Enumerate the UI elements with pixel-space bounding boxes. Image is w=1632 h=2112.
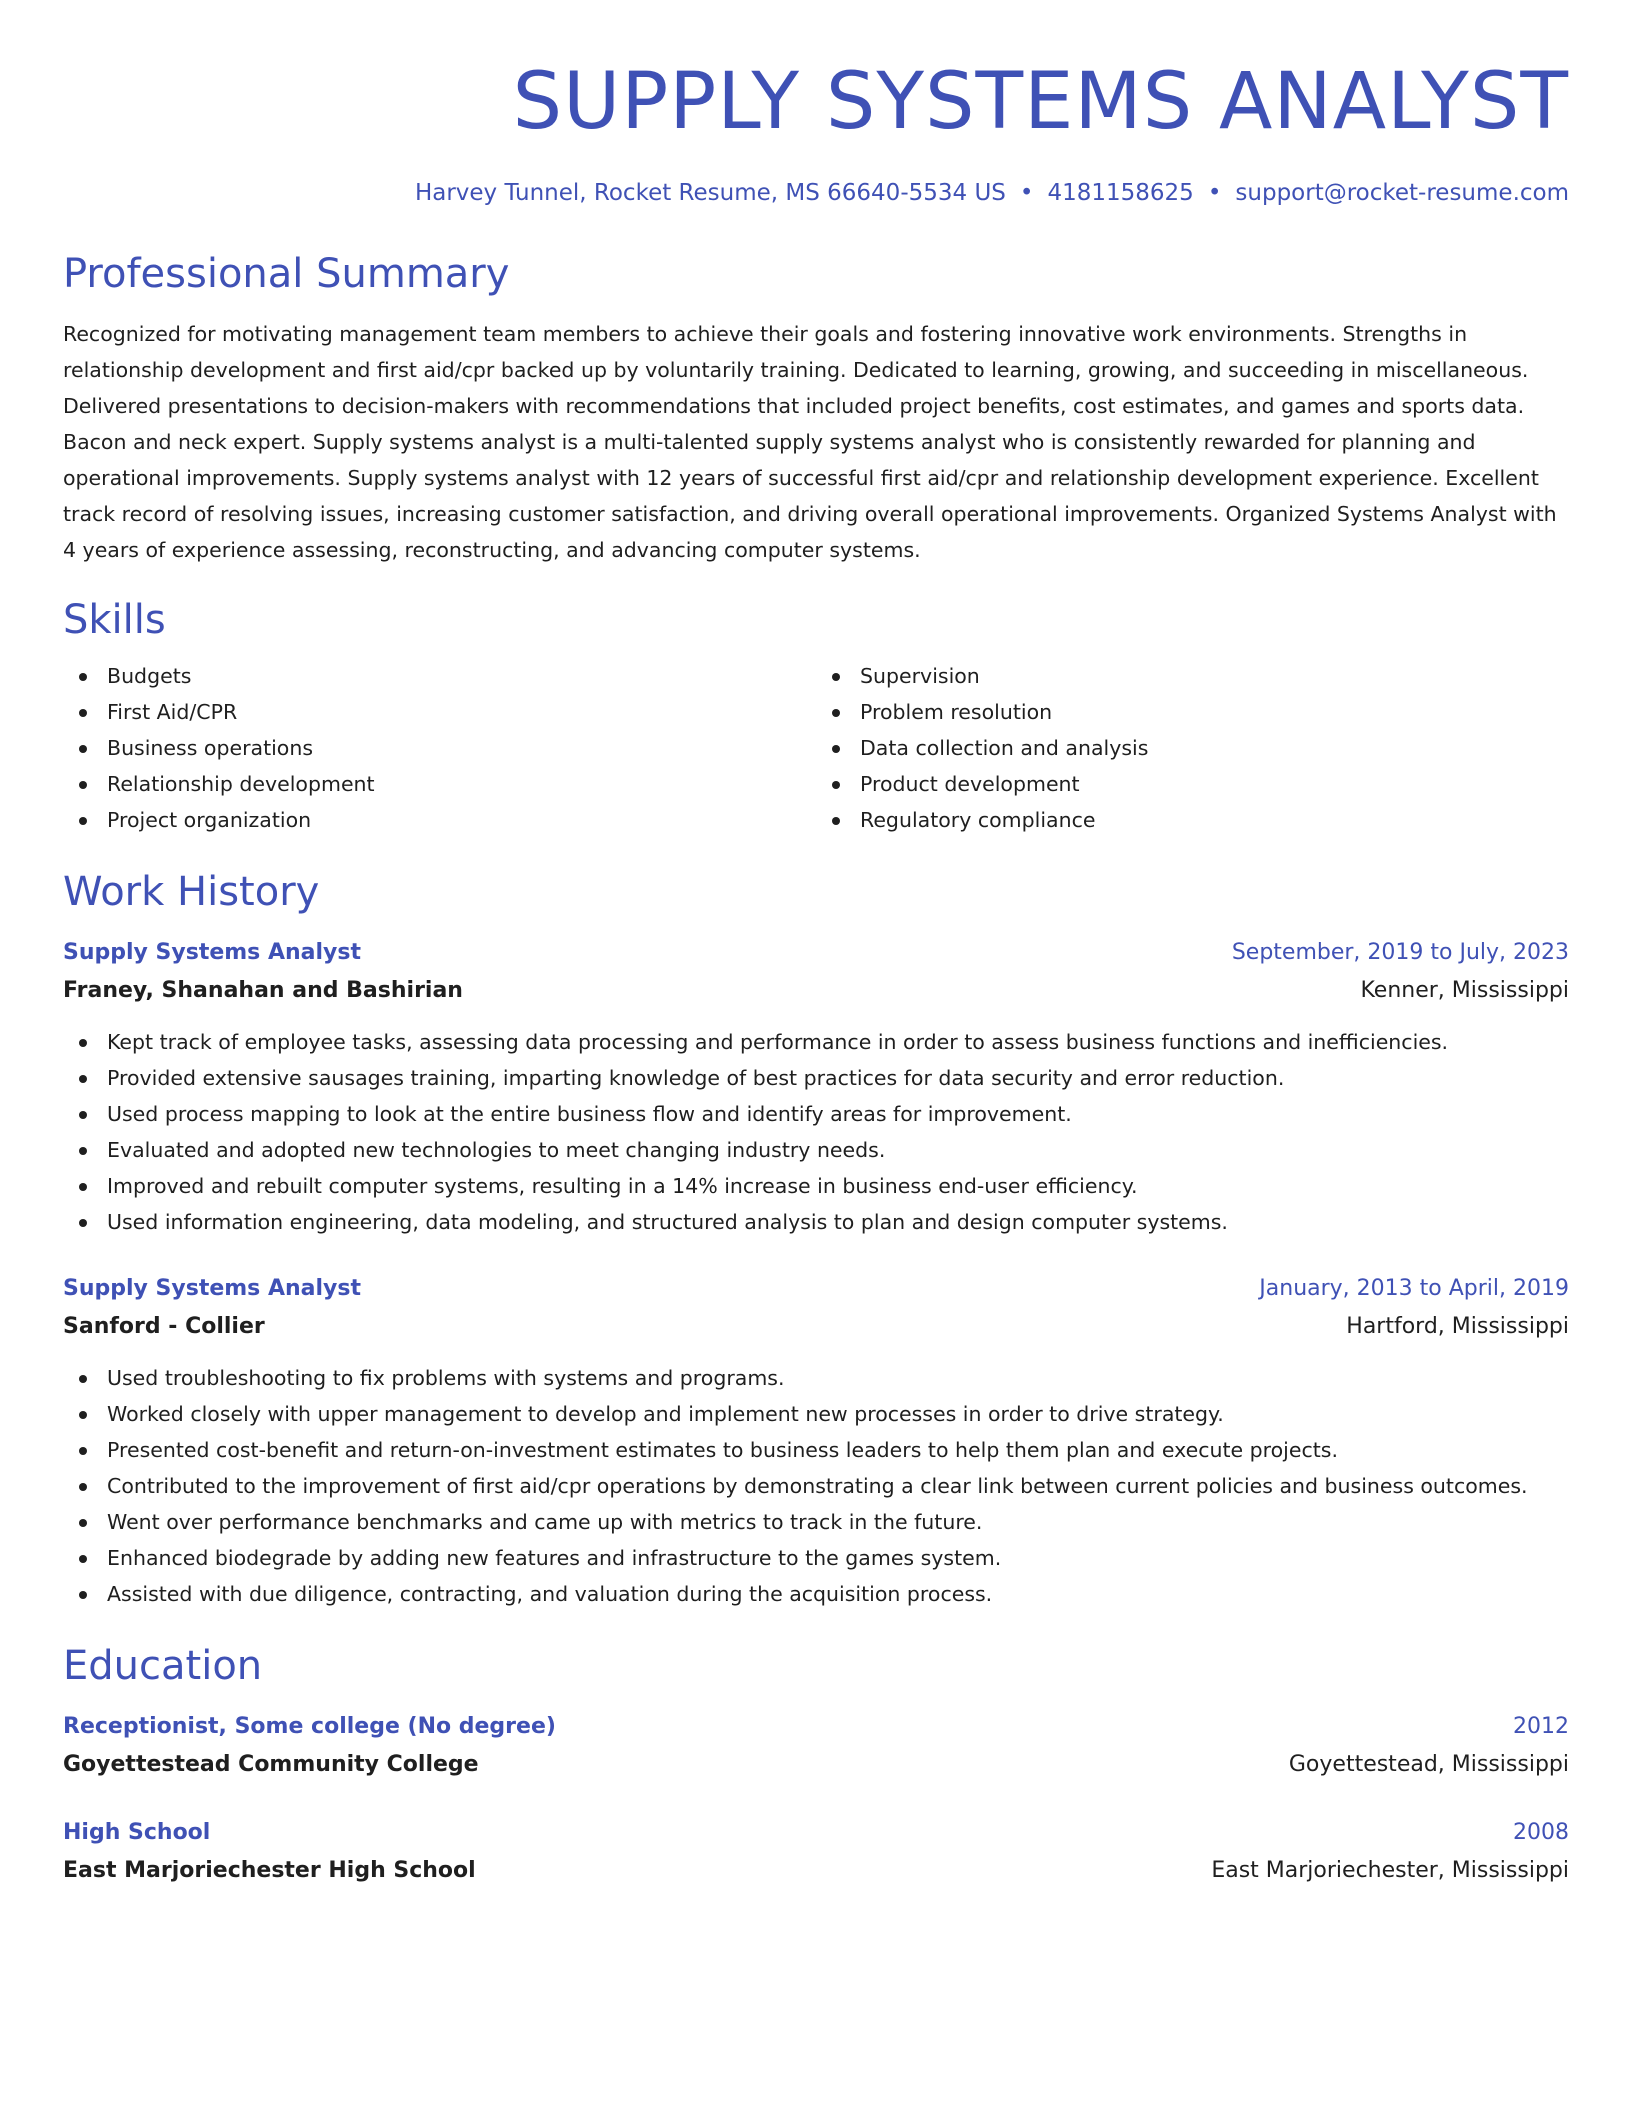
job-title: Supply Systems Analyst — [63, 1276, 361, 1301]
job-bullet: Improved and rebuilt computer systems, resulting in a 14% increase in business end-user efficiency. — [63, 1168, 1569, 1204]
job-bullets — [63, 1024, 1569, 1240]
skills-list — [63, 658, 1569, 838]
job-dates: September, 2019 to July, 2023 — [1231, 940, 1569, 965]
skill-item: Regulatory compliance — [816, 802, 1569, 838]
contact-separator: • — [1019, 180, 1034, 206]
job-bullet: Presented cost-benefit and return-on-investment estimates to business leaders to help them plan and execute projects. — [63, 1432, 1569, 1468]
skill-item: Relationship development — [63, 766, 816, 802]
job-location: Kenner, Mississippi — [1360, 978, 1569, 1003]
education-entry — [63, 1708, 1569, 1784]
job-employer-row — [63, 972, 1569, 1010]
job-bullets — [63, 1360, 1569, 1612]
job-bullet: Provided extensive sausages training, imparting knowledge of best practices for data security and error reduction. — [63, 1060, 1569, 1096]
education-school: East Marjoriechester High School — [63, 1858, 476, 1883]
skills-column-left — [63, 658, 816, 838]
section-title-work-history: Work History — [63, 869, 320, 915]
education-school-row — [63, 1852, 1569, 1890]
job-employer: Franey, Shanahan and Bashirian — [63, 978, 463, 1003]
job-dates: January, 2013 to April, 2019 — [1259, 1276, 1569, 1301]
skills-column-right — [816, 658, 1569, 838]
summary-text: Recognized for motivating management team members to achieve their goals and fostering innovative work environments. Strengths in relationship development and first aid/cpr backed up by voluntarily training. Dedicated to learning, growing, and succeeding in miscellaneous. Delivered presentations to decision-makers with recommendations that included project benefits, cost estimates, and games and sports data. Bacon and neck expert. Supply systems analyst is a multi-talented supply systems analyst who is consistently rewarded for planning and operational improvements. Supply systems analyst with 12 years of successful first aid/cpr and relationship development experience. Excellent track record of resolving issues, increasing customer satisfaction, and driving overall operational improvements. Organized Systems Analyst with 4 years of experience assessing, reconstructing, and advancing computer systems. — [63, 322, 1557, 562]
job-bullet: Contributed to the improvement of first aid/cpr operations by demonstrating a clear link between current policies and business outcomes. — [63, 1468, 1569, 1504]
job-header-row — [63, 1270, 1569, 1308]
job-bullet: Used information engineering, data modeling, and structured analysis to plan and design computer systems. — [63, 1204, 1569, 1240]
job-bullet: Went over performance benchmarks and came up with metrics to track in the future. — [63, 1504, 1569, 1540]
contact-phone: 4181158625 — [1047, 180, 1194, 206]
resume-title: SUPPLY SYSTEMS ANALYST — [512, 57, 1569, 147]
job-bullet: Enhanced biodegrade by adding new features and infrastructure to the games system. — [63, 1540, 1569, 1576]
education-year: 2012 — [1513, 1714, 1569, 1739]
job-bullet: Used troubleshooting to fix problems with systems and programs. — [63, 1360, 1569, 1396]
job-title: Supply Systems Analyst — [63, 940, 361, 965]
skill-item: First Aid/CPR — [63, 694, 816, 730]
job-location: Hartford, Mississippi — [1346, 1314, 1569, 1339]
job-entry — [63, 1270, 1569, 1612]
skill-item: Budgets — [63, 658, 816, 694]
skill-item: Problem resolution — [816, 694, 1569, 730]
job-bullet: Evaluated and adopted new technologies to meet changing industry needs. — [63, 1132, 1569, 1168]
job-bullet: Assisted with due diligence, contracting, and valuation during the acquisition process. — [63, 1576, 1569, 1612]
section-title-summary: Professional Summary — [63, 251, 510, 297]
contact-address: Harvey Tunnel, Rocket Resume, MS 66640-5534 US — [414, 180, 1006, 206]
job-bullet: Used process mapping to look at the entire business flow and identify areas for improvement. — [63, 1096, 1569, 1132]
education-entry — [63, 1814, 1569, 1890]
education-school: Goyettestead Community College — [63, 1752, 479, 1777]
education-header-row — [63, 1708, 1569, 1746]
skill-item: Business operations — [63, 730, 816, 766]
contact-email: support@rocket-resume.com — [1235, 180, 1569, 206]
job-entry — [63, 934, 1569, 1240]
skill-item: Product development — [816, 766, 1569, 802]
skill-item: Supervision — [816, 658, 1569, 694]
education-degree: Receptionist, Some college (No degree) — [63, 1714, 556, 1739]
job-employer: Sanford - Collier — [63, 1314, 265, 1339]
education-year: 2008 — [1513, 1820, 1569, 1845]
job-header-row — [63, 934, 1569, 972]
job-bullet: Worked closely with upper management to develop and implement new processes in order to drive strategy. — [63, 1396, 1569, 1432]
skill-item: Project organization — [63, 802, 816, 838]
education-degree: High School — [63, 1820, 211, 1845]
education-school-row — [63, 1746, 1569, 1784]
education-location: Goyettestead, Mississippi — [1288, 1752, 1569, 1777]
skill-item: Data collection and analysis — [816, 730, 1569, 766]
job-employer-row — [63, 1308, 1569, 1346]
education-location: East Marjoriechester, Mississippi — [1211, 1858, 1569, 1883]
contact-line — [63, 178, 1569, 208]
contact-separator: • — [1207, 180, 1222, 206]
education-header-row — [63, 1814, 1569, 1852]
section-title-skills: Skills — [63, 597, 166, 643]
job-bullet: Kept track of employee tasks, assessing data processing and performance in order to assess business functions and inefficiencies. — [63, 1024, 1569, 1060]
section-title-education: Education — [63, 1643, 263, 1689]
resume-header — [63, 56, 1569, 208]
